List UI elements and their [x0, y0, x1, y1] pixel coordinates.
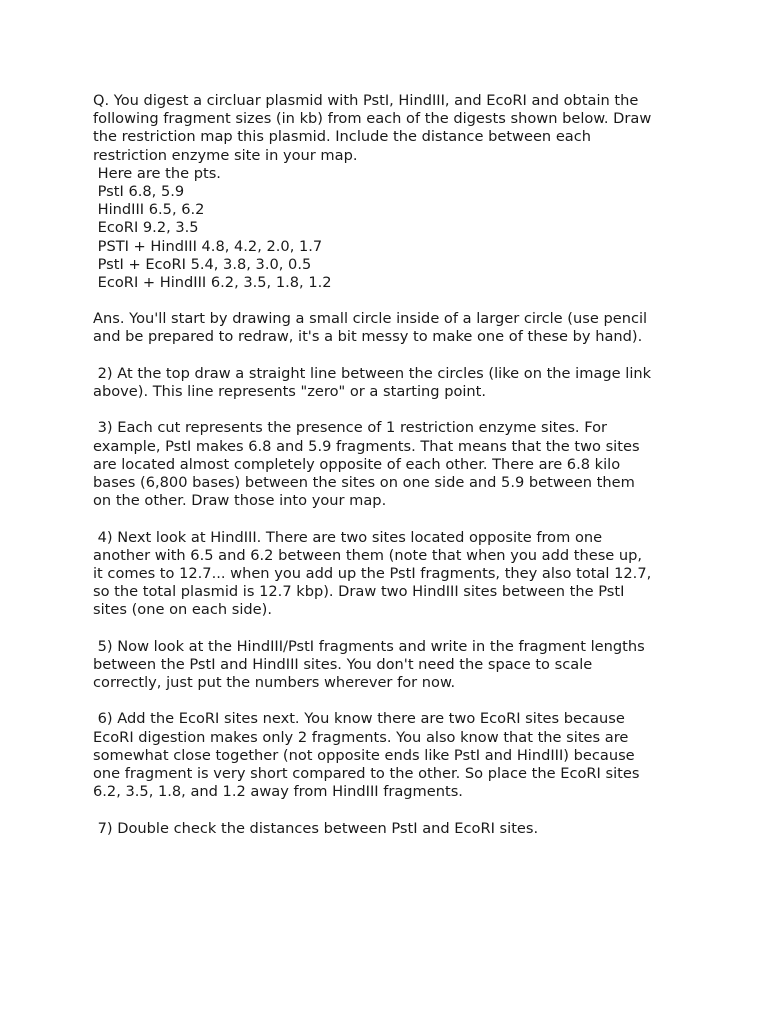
text-line: Ans. You'll start by drawing a small circle inside of a larger circle (use pencil [93, 310, 648, 328]
text-line: another with 6.5 and 6.2 between them (note that when you add these up, [93, 546, 643, 564]
text-line: EcoRI digestion makes only 2 fragments. You also know that the sites are [93, 728, 629, 746]
text-line: following fragment sizes (in kb) from each of the digests shown below. Draw [93, 110, 652, 128]
digest-hindIII: HindIII 6.5, 6.2 [93, 201, 205, 219]
digest-pstI: PstI 6.8, 5.9 [93, 182, 185, 200]
text-line: restriction enzyme site in your map. [93, 146, 358, 164]
question-paragraph [93, 92, 693, 292]
step-2-paragraph [93, 365, 693, 401]
text-line: are located almost completely opposite of each other. There are 6.8 kilo [93, 455, 621, 473]
paragraph-gap [93, 292, 693, 310]
text-line: somewhat close together (not opposite ends like PstI and HindIII) because [93, 746, 635, 764]
text-line: 2) At the top draw a straight line between the circles (like on the image link [93, 364, 652, 382]
text-line: it comes to 12.7... when you add up the PstI fragments, they also total 12.7, [93, 564, 652, 582]
text-line: so the total plasmid is 12.7 kbp). Draw two HindIII sites between the PstI [93, 583, 625, 601]
text-line: example, PstI makes 6.8 and 5.9 fragments. That means that the two sites [93, 437, 640, 455]
paragraph-gap [93, 692, 693, 710]
paragraph-gap [93, 347, 693, 365]
step-4-paragraph [93, 529, 693, 620]
step-3-paragraph [93, 419, 693, 510]
text-line: 6) Add the EcoRI sites next. You know there are two EcoRI sites because [93, 710, 625, 728]
digest-pstI-hindIII: PSTI + HindIII 4.8, 4.2, 2.0, 1.7 [93, 237, 323, 255]
paragraph-gap [93, 401, 693, 419]
step-5-paragraph [93, 638, 693, 693]
text-line: 6.2, 3.5, 1.8, and 1.2 away from HindIII fragments. [93, 783, 463, 801]
text-line: Q. You digest a circluar plasmid with PstI, HindIII, and EcoRI and obtain the [93, 92, 639, 109]
step-7-paragraph [93, 820, 693, 838]
text-line: sites (one on each side). [93, 601, 272, 619]
text-line: one fragment is very short compared to the other. So place the EcoRI sites [93, 764, 640, 782]
digest-pstI-ecoRI: PstI + EcoRI 5.4, 3.8, 3.0, 0.5 [93, 255, 312, 273]
text-line: bases (6,800 bases) between the sites on one side and 5.9 between them [93, 473, 635, 491]
digest-ecoRI: EcoRI 9.2, 3.5 [93, 219, 199, 237]
step-6-paragraph [93, 710, 693, 801]
text-line: and be prepared to redraw, it's a bit messy to make one of these by hand). [93, 328, 643, 346]
text-line: 7) Double check the distances between PstI and EcoRI sites. [93, 819, 539, 837]
paragraph-gap [93, 801, 693, 819]
paragraph-gap [93, 619, 693, 637]
text-line: Here are the pts. [93, 164, 221, 182]
text-line: 3) Each cut represents the presence of 1 restriction enzyme sites. For [93, 419, 608, 437]
text-line: on the other. Draw those into your map. [93, 492, 387, 510]
document-page [93, 92, 693, 838]
text-line: correctly, just put the numbers wherever for now. [93, 674, 456, 691]
answer-intro-paragraph [93, 310, 693, 346]
text-line: between the PstI and HindIII sites. You don't need the space to scale [93, 655, 593, 673]
text-line: the restriction map this plasmid. Include the distance between each [93, 128, 592, 146]
text-line: 5) Now look at the HindIII/PstI fragments and write in the fragment lengths [93, 637, 645, 655]
digest-ecoRI-hindIII: EcoRI + HindIII 6.2, 3.5, 1.8, 1.2 [93, 273, 332, 291]
text-line: above). This line represents "zero" or a starting point. [93, 383, 487, 400]
paragraph-gap [93, 510, 693, 528]
text-line: 4) Next look at HindIII. There are two sites located opposite from one [93, 528, 603, 546]
